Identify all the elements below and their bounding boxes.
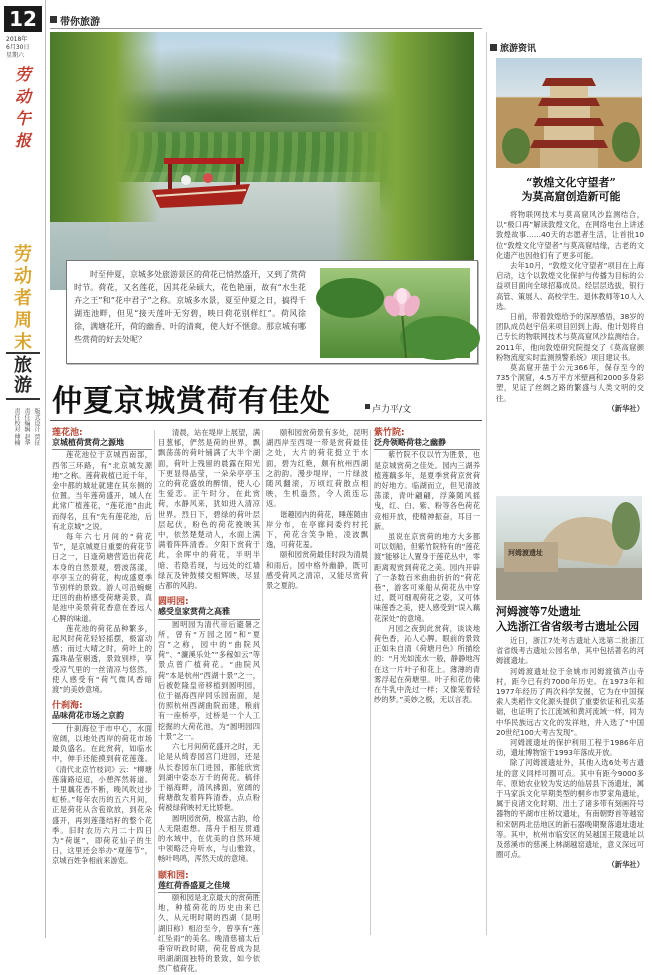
paragraph: 谐趣园内的荷花，睡莲随由岸分布，在亭廊间委约村托下，荷花含笑争艳，凌波飘逸，可荷花羞。 [266, 509, 368, 550]
news-body-1 [496, 210, 644, 414]
section-sub: 品味荷花市场之京韵 [52, 711, 152, 723]
paragraph: 紫竹院不仅以竹为胜景，也是京城赏荷之佳处。园内三湖养植莲藕多年，是夏季赏荷京赏荷的好地方。临湖而立，但见清波荡漾，青叶翩翩，浮藻随风摇曳，红、白、紫、粉等各色荷花竞相开放，使精神振奋，耳目一新。 [374, 450, 480, 531]
section-head: 圆明园: [158, 597, 189, 608]
section-sub: 感受皇家赏荷之高雅 [158, 607, 260, 619]
news-credit: （新华社） [607, 860, 644, 870]
column-divider [262, 430, 263, 935]
paragraph: 河姆渡遗址的保护利用工程于1986年启动，遗址博物馆于1993年落成开放。 [496, 738, 644, 758]
article-column-1 [52, 428, 152, 867]
hero-willow-right [334, 32, 474, 272]
hemudu-site-photo [496, 496, 642, 600]
article-column-4 [374, 428, 480, 705]
section-weekly-label: 劳动者周末 [14, 244, 32, 353]
news-headline-1 [496, 176, 646, 204]
paragraph: 虽说在京赏荷的地方大多都可以划船，但紫竹院特有的“莲花渡”能够让人置身于莲花丛中，零距离观赏到荷花之美。园内开辟了一条数百米曲曲折折的“荷花巷”，游客可乘船从荷花丛中穿过，既可细观荷花之姿，又可体味莲香之美，使人感受到“误入藕花深处”的意境。 [374, 532, 480, 623]
paragraph: 日前，带着敦煌给予的深厚感悟，38岁的团队成员赵宇倍来项目回到上海。他计划将自己专长的物联网技术与莫高窟风沙监测结合。2011年，他向敦煌研究院提交了《莫高窟颜粉物流度实时监测预警系统》项目建议书。 [496, 312, 644, 362]
lotus-flower-photo [320, 268, 470, 358]
section-head: 紫竹院: [374, 428, 405, 438]
article-byline: 卢力平/文 [372, 405, 412, 415]
lotus-flower-icon [320, 268, 470, 358]
editor-credit: 责任校对 傅楠 [13, 408, 20, 446]
date-year: 2018年 [6, 36, 28, 43]
paragraph: 莫高窟开凿于公元366年，保存至今的735个洞窟，4.5万平方米壁画和2000多身彩塑，见证了丝绸之路的繁盛与人类文明的交往。 [496, 363, 644, 403]
page-section-title: 带你旅游 [60, 17, 100, 28]
article-title: 仲夏京城赏荷有佳处 [52, 384, 331, 419]
paragraph: 颐和园赏荷最佳时段为清晨和雨后，园中格外幽静，既可感受荷风之清凉，又能尽赏荷景之夏韵。 [266, 550, 368, 591]
news-credit: （新华社） [607, 403, 644, 413]
section-sub: 京城植荷赏荷之源地 [52, 438, 152, 450]
paragraph: 河姆渡遗址位于余姚市河姆渡镇芦山寺村，距今已有约7000年历史。在1973年和1977年经历了两次科学发掘，它为在中国探索人类稻作文化源头提供了重要依证和孔实基础，也证明了长江流域和黄河流域一样，同为中华民族远古文化的发祥地，并入选了“中国20世纪100大考古发现”。 [496, 666, 644, 737]
editor-credits [10, 408, 40, 446]
column-divider [486, 32, 487, 935]
paragraph: 月园之夜到此赏荷，谈谈地荷色香，沁人心脾。眼前的景致正如朱自清《荷塘月色》所描绘的：“月光如流水一般，静静地泻在这一片叶子和花上。薄薄的青雾浮起在荷塘里。叶子和花仿佛在牛乳中洗过一样；又像笼着轻纱的梦。”美妙之极，无以言表。 [374, 623, 480, 705]
news-header: 旅游资讯 [500, 44, 537, 54]
header-divider [50, 28, 482, 29]
paragraph: 颐和园赏荷景有多处，昆明湖西岸至西堤一带是赏荷最佳之处，大片的荷花挺立于水面，碧为红艳，颇有杭州西湖之韵韵。漫步堤岸，一片绿波随风翻滚，万顷红荷散点相映，生机盎然，令人流连忘返。 [266, 428, 368, 509]
article-column-2 [158, 428, 260, 975]
news-square-icon [490, 44, 497, 51]
section-label: 旅游 [14, 355, 32, 396]
column-divider [370, 430, 371, 935]
pagoda-icon [496, 58, 642, 168]
mogao-cave-photo [496, 58, 642, 168]
section-head: 莲花池: [52, 428, 83, 438]
paragraph: 莲花池位于京城西南部，西邻三环路，有“北京城发源地”之称。莲荷栽植已近千年，金中都的城址就建在其东侧的位置。当年莲荷盛开，城人在此常广植莲花，“莲花池”由此而得名，且有“先有莲花池，后有北京城”之说。 [52, 450, 152, 531]
section-sub: 莲红荷香盛夏之佳境 [158, 881, 260, 893]
paragraph: 颐和园是北京最大的赏荷胜地，种植荷花的历史由来已久，从元明时期的西湖（昆明湖旧称）相沿至今，曾享有“莲红坠雨”的美名。晚清慈禧太后垂帘听政时期，荷花曾成为昆明湖湖面独特的景致，如今依然广植荷花。 [158, 892, 260, 974]
section-head: 什刹海: [52, 701, 83, 712]
headline-line: 入选浙江省省级考古遗址公园 [496, 620, 639, 633]
headline-line: 河姆渡等7处遗址 [496, 605, 581, 618]
editor-credit: 责任编辑 赵华 [23, 408, 30, 446]
section-sub: 泛舟领略荷巷之幽静 [374, 438, 480, 450]
paragraph: 除了河姆渡遗址外，其他入选6处考古遗址的意义同样可圈可点。其中有距今9000多年、原始农业较为发达的仙居县下汤遗址，属于马家浜文化早期类型的桐乡市罗家角遗址，属于良渚文化时期、出土了诸多带有刻画符号器物的平湖市庄桥坟遗址，有南朝野首等越窑和宋朝两北岳地区的新石器晚期聚落遗址遗址等。其中，杭州市临安区的吴越国王陵遗址以及慈溪市的慈溪上林湖越窑遗址，意义深远可圈可点。 [496, 758, 644, 860]
news-body-2 [496, 636, 644, 871]
paragraph: 莲花池的荷花品种繁多，起风时荷花轻轻摇摆，极富动感；而过大晴之时，荷叶上的露珠晶莹剔透，景致别样，享受凉气里的一丝清凉与悠然，使人感受有“荷气微风香暗渡”的美妙意境。 [52, 623, 152, 695]
article-column-3 [266, 428, 368, 591]
byline-square-icon [365, 404, 370, 409]
page-number: 12 [4, 6, 42, 32]
hero-photo-lotus-lake [50, 32, 474, 290]
column-divider [154, 430, 155, 935]
paragraph: 清晨，站在堤岸上展望，满目葱郁，俨然是荷的世界，飘飘荡荡的荷叶铺满了大半个湖面，荷叶上残留的晨露在阳光下更显得晶莹，一朵朵亭亭玉立的荷花盛放的醉情，使人心生爱恋。正午时分，在此赏荷，水静风来，犹如进入清凉世界。烈日下，碧绿的荷叶层层起伏，粉色的荷花挽映其中，依然楚楚动人，水面上满满着阵阵清香。夕阳下赏荷于此，余晖中的荷花，半明半暗、若隐若现，与远处的红墙绿瓦及钟鼓楼交相辉映，尽显古都的风韵。 [158, 428, 260, 591]
news-headline-2 [496, 604, 646, 634]
paragraph: 圆明园为清代帝后避暑之所，曾有“万园之园”和“夏宫”之称，园中的“曲院风荷”、“濂溪乐处”“多稼如云”等景点曾广植荷花。“曲院风荷”本是杭州“西湖十景”之一，后被乾隆皇帝移植到圆明园，位于福海西岸同乐园南面，是仿照杭州西湖曲院而建，粮前有一座桥亭，过桥是一个人工挖掘的大荷花池，为“圆明园四十景”之一。 [158, 619, 260, 741]
paragraph: 近日，浙江7处考古遗址入选第二批浙江省省级考古遗址公园名单，其中包括著名的河姆渡遗址。 [496, 636, 644, 666]
paragraph: 将物联网技术与莫高窟风沙监测结合，以“极口再”解读敦煌文化，在网络电台上讲述敦煌故事……40天的志愿者生活，让首批10位“敦煌文化守望者”与莫高窟结缘，古老的文化遗产也因他们有了更多可能。 [496, 210, 644, 260]
section-head: 颐和园: [158, 870, 189, 881]
headline-line: 为莫高窟创造新可能 [521, 190, 621, 203]
paragraph: 每年六七月间的“荷花节”，是京城夏日重要的荷花节日之一，日逢荷塘营造出荷花本身的自然景观，碧波荡漾，亭亭玉立的荷花，构成盛夏季节别样的景致。游人可沿蜿蜒迂回的曲桥感受荷塘美景，真是池中美景荷花香意在香远人心脾的味道。 [52, 532, 152, 623]
date-md: 6月30日 [6, 44, 30, 51]
hero-willow-left [50, 32, 160, 222]
weekday: 星期六 [6, 52, 25, 59]
newspaper-logo: 劳动午报 [14, 65, 31, 150]
monument-inscription: 河姆渡遗址 [508, 549, 543, 557]
boat-icon [146, 150, 256, 220]
title-divider [50, 420, 482, 421]
paragraph: 什刹海位于市中心，水面宽阔，以地处西岸的荷花市场最负盛名。在此赏荷，如临水中，伸手还能摸到荷花莲蓬。《清代北京竹枝词》云：“柳塘莲蒲路迢迢，小憩浑然蒋道。十里藕花香不断，晚风吹过步虹桥。”每年农历的五六月间，正是荷花从含苞欲放，到花朵盛开，再到莲蓬结籽的整个花季。旧时农历六月二十四日为“荷诞”，即荷花仙子的生日，这里还会举办“观莲节”，京城百姓争相前来游览。 [52, 723, 152, 866]
hero-caption: 时至仲夏，京城多处旅游景区的荷花已悄然盛开，又到了赏荷时节。荷花，又名莲花，因其花朵硕大，花色艳丽，故有“水生花卉之王”和“花中君子”之称。京城多水景，夏至仲夏之日，搞得千湖连池畔，但见“接天莲叶无穷碧，映日荷花别样红”。荷风徐徐，满塘花开，荷的幽香、叶的清爽，使人好不惬意。那京城有哪些赏荷的好去处呢？ [74, 270, 306, 344]
header-square-icon [50, 16, 57, 23]
headline-line: “敦煌文化守望者” [526, 176, 616, 189]
paragraph: 圆明园赏荷，极富古韵，给人无限遐想。荡舟于相互贯通的水域中，在优美的自然环境中领略泛舟听水，与山雅致，畅叶鸣鸣，浑然天成的意境。 [158, 813, 260, 864]
paragraph: 去年10月，“敦煌文化守望者”项目在上海启动，这个以敦煌文化保护与传播为目标的公益项目面向全球招募成员。经层层选拔，银行高管、策展人、高校学生、退休教师等10人入选。 [496, 261, 644, 311]
issue-date [6, 36, 42, 60]
editor-credit: 版式设计 贾征 [33, 408, 40, 446]
paragraph: 六七月间荷花盛开之时，无论是从绮春园宫门进园，还是从长春园东门进园，都能欣赏到湖中姿态万千的荷花。稿伴于福海畔，清风拂面，宽阔的荷塘散发着阵阵清香，点点粉荷被绿荷映衬无比娇艳。 [158, 742, 260, 813]
